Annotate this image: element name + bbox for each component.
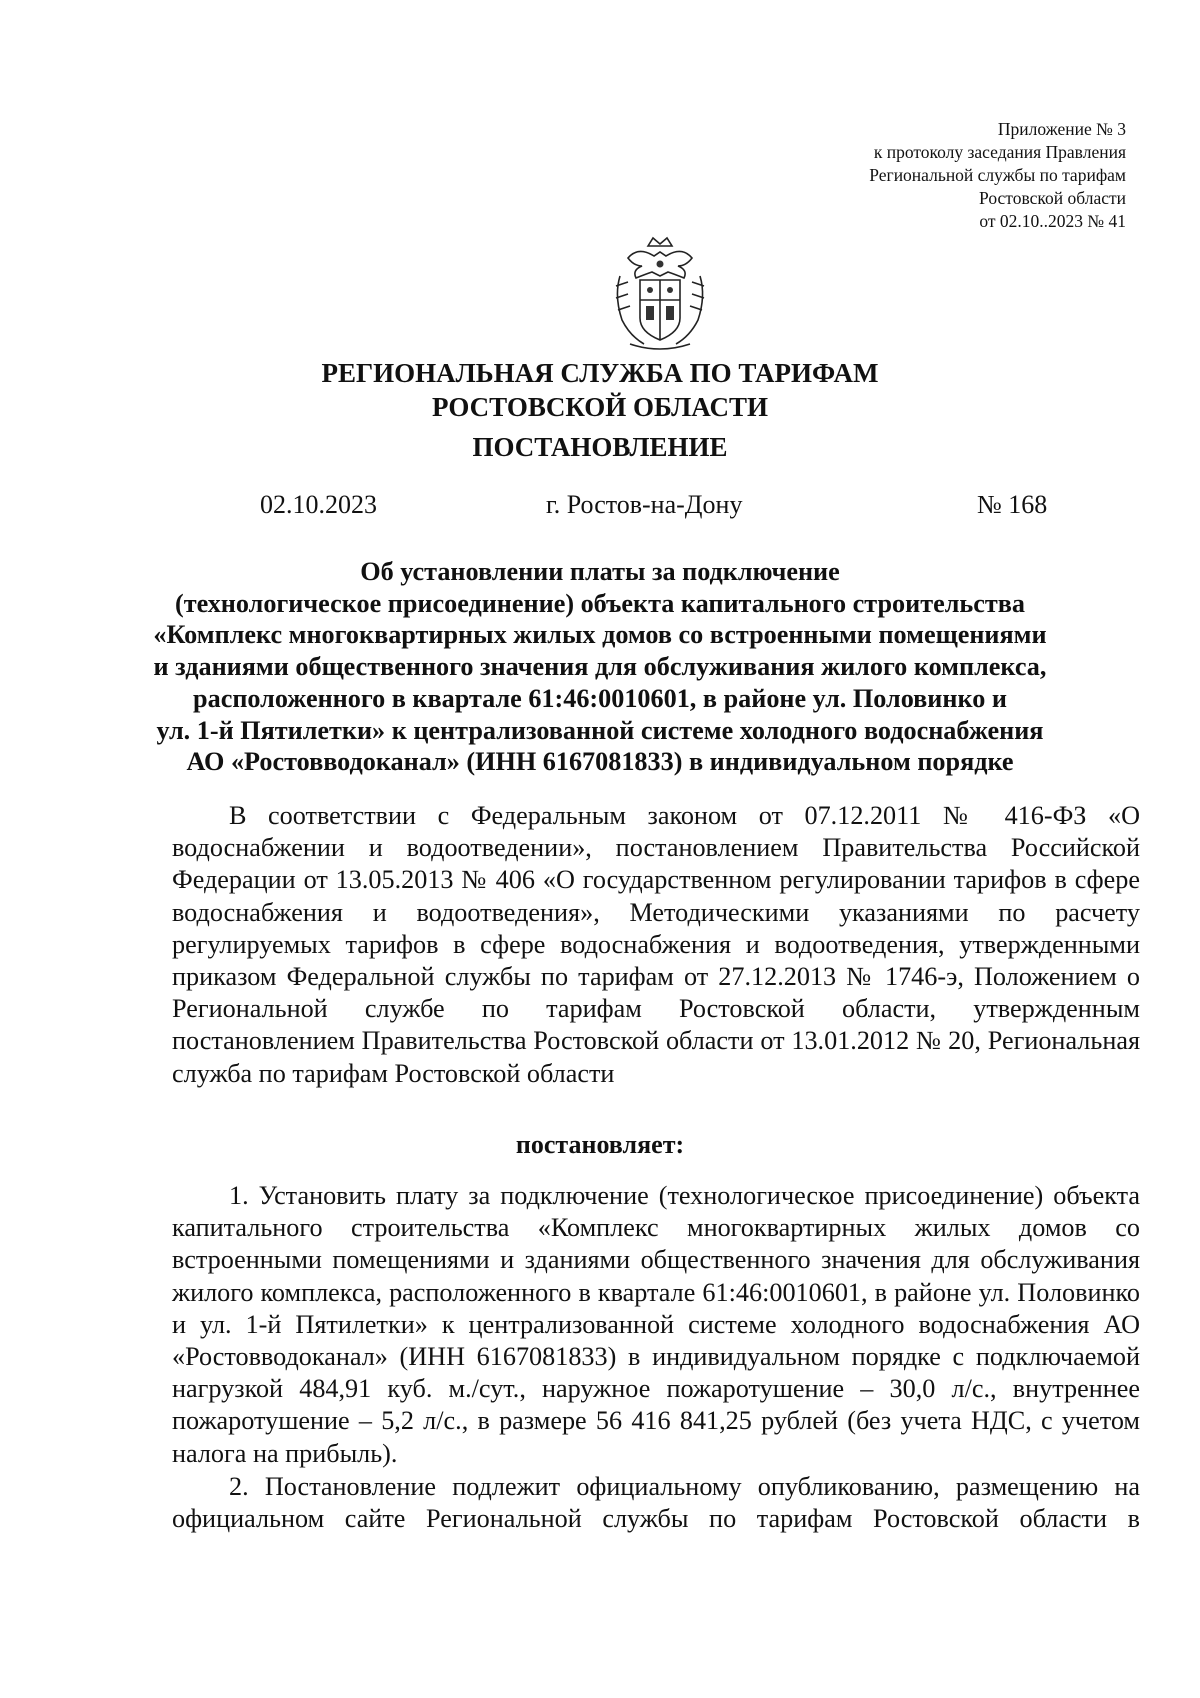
- subject-line: и зданиями общественного значения для обслуживания жилого комплекса,: [153, 652, 1047, 682]
- appendix-line: от 02.10..2023 № 41: [979, 211, 1126, 231]
- coat-of-arms-icon: [608, 236, 713, 354]
- document-type: ПОСТАНОВЛЕНИЕ: [472, 432, 728, 462]
- resolution-item-2: 2. Постановление подлежит официальному опубликованию, размещению на официальном сайте Региональной службы по тарифам Ростовской области в: [172, 1472, 1140, 1534]
- document-city: г. Ростов-на-Дону: [546, 490, 743, 519]
- subject-line: АО «Ростовводоканал» (ИНН 6167081833) в индивидуальном порядке: [186, 747, 1014, 777]
- organization-title: [0, 356, 1200, 424]
- appendix-block: [869, 118, 1126, 233]
- organization-title-line: РОСТОВСКОЙ ОБЛАСТИ: [432, 392, 768, 422]
- preamble-paragraph: В соответствии с Федеральным законом от 07.12.2011 № 416-ФЗ «О водоснабжении и водоотведении», постановлением Правительства Российской Федерации от 13.05.2013 № 406 «О государственном регулировании тарифов в сфере водоснабжения и водоотведения», Методическими указаниями по расчету регулируемых тарифов в сфере водоснабжения и водоотведения, утвержденными приказом Федеральной службы по тарифам от 27.12.2013 № 1746-э, Положением о Региональной службе по тарифам Ростовской области, утвержденным постановлением Правительства Ростовской области от 13.01.2012 № 20, Региональная служба по тарифам Ростовской области: [172, 801, 1140, 1088]
- decides-heading: постановляет:: [515, 1130, 685, 1159]
- appendix-line: Региональной службы по тарифам: [869, 165, 1126, 185]
- appendix-line: Ростовской области: [979, 188, 1126, 208]
- appendix-line: к протоколу заседания Правления: [873, 142, 1126, 162]
- resolution-item-1: 1. Установить плату за подключение (технологическое присоединение) объекта капитального строительства «Комплекс многоквартирных жилых домов со встроенными помещениями и зданиями общественного значения для обслуживания жилого комплекса, расположенного в квартале 61:46:0010601, в районе ул. Половинко и ул. 1-й Пятилетки» к централизованной системе холодного водоснабжения АО «Ростовводоканал» (ИНН 6167081833) в индивидуальном порядке с подключаемой нагрузкой 484,91 куб. м./сут., наружное пожаротушение – 30,0 л/с., внутреннее пожаротушение – 5,2 л/с., в размере 56 416 841,25 рублей (без учета НДС, с учетом налога на прибыль).: [172, 1181, 1140, 1468]
- document-number: № 168: [977, 490, 1048, 519]
- subject-line: расположенного в квартале 61:46:0010601, в районе ул. Половинко и: [193, 683, 1007, 713]
- document-subject: [0, 556, 1200, 778]
- document-date: 02.10.2023: [260, 490, 377, 519]
- subject-line: (технологическое присоединение) объекта капитального строительства: [175, 588, 1025, 618]
- subject-line: Об установлении платы за подключение: [360, 557, 840, 586]
- subject-line: «Комплекс многоквартирных жилых домов со встроенными помещениями: [153, 620, 1047, 650]
- organization-title-line: РЕГИОНАЛЬНАЯ СЛУЖБА ПО ТАРИФАМ: [321, 358, 879, 388]
- appendix-line: Приложение № 3: [997, 119, 1126, 139]
- subject-line: ул. 1-й Пятилетки» к централизованной системе холодного водоснабжения: [156, 715, 1044, 745]
